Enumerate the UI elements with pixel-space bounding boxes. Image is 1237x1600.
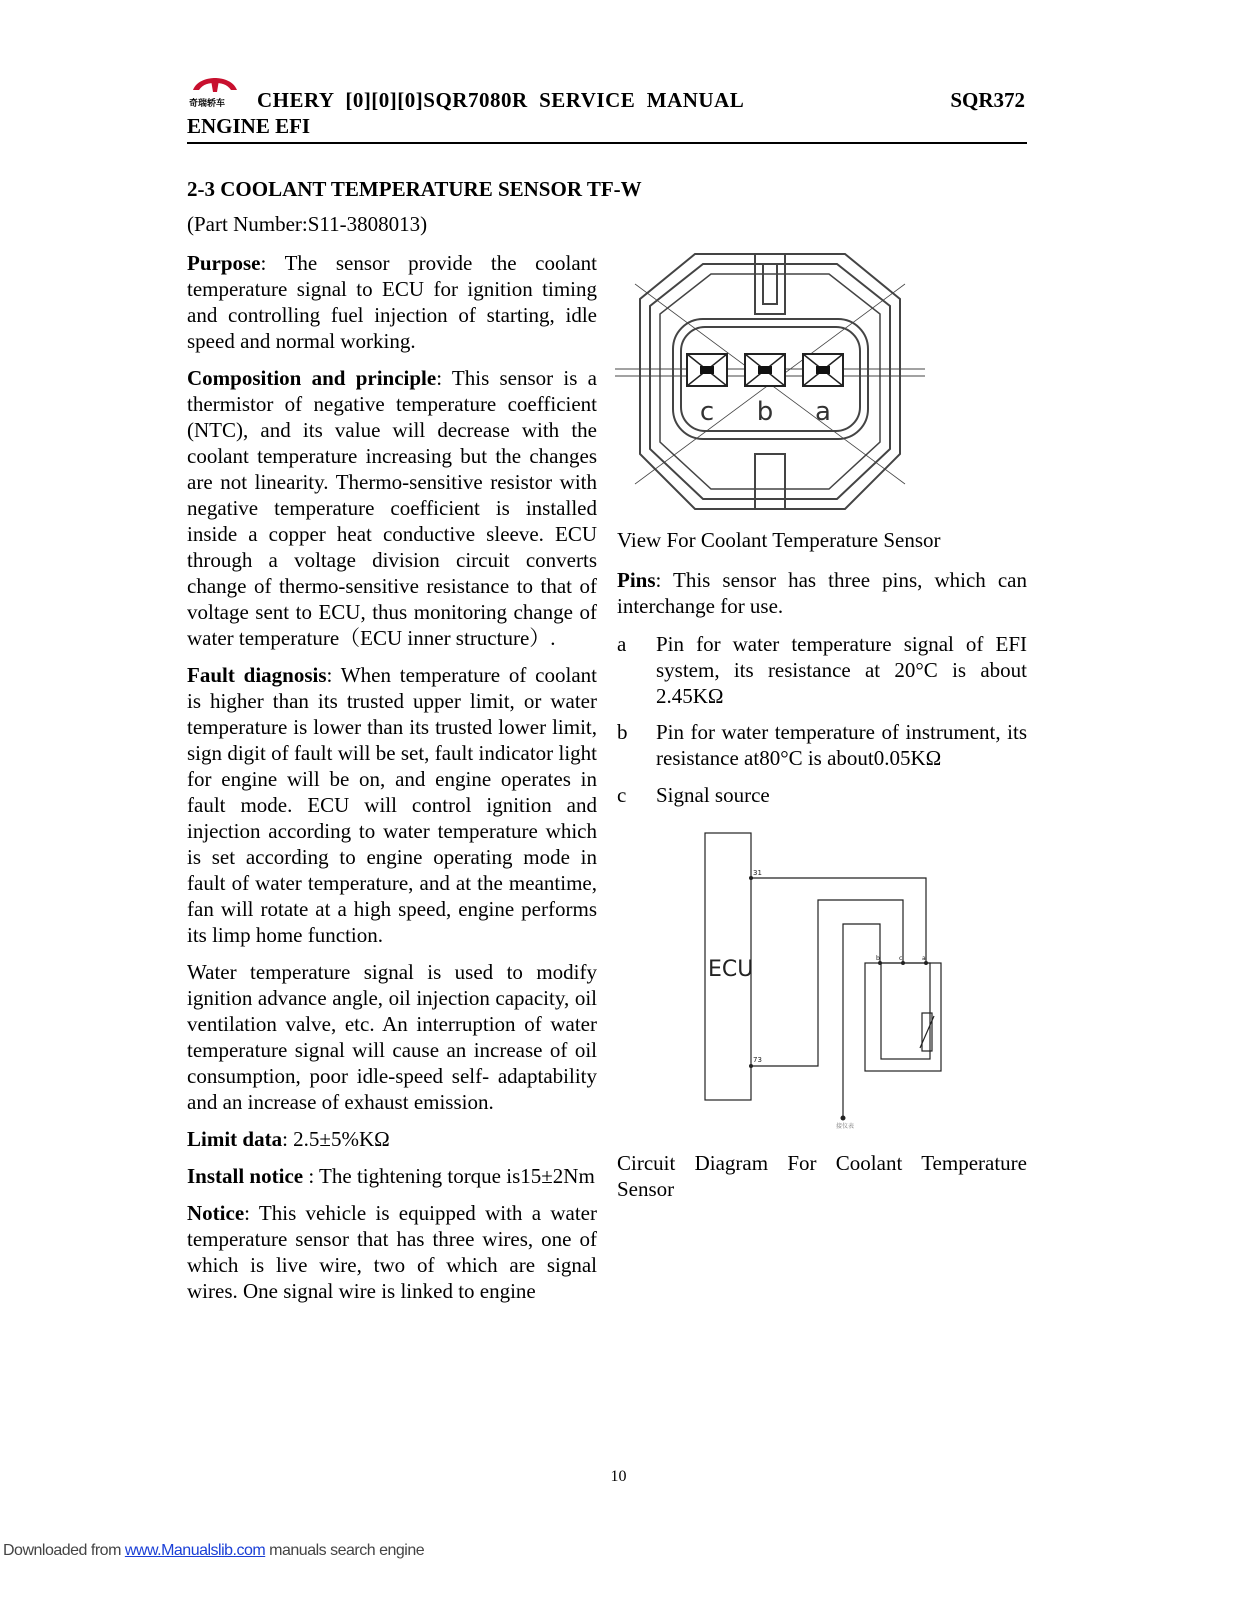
ecu-label: ECU	[708, 957, 754, 982]
notice-paragraph	[187, 1200, 597, 1304]
purpose-paragraph	[187, 250, 597, 354]
manual-subtitle: ENGINE EFI	[187, 114, 311, 138]
pin-label-b: b	[756, 397, 774, 427]
circuit-label-c: c	[899, 955, 903, 962]
circuit-label-b: b	[876, 955, 880, 962]
pin-item-b	[617, 719, 1027, 771]
pin-description: Pin for water temperature signal of EFI system, its resistance at 20°C is about 2.45KΩ	[656, 632, 1027, 708]
manualslib-link[interactable]: www.Manualslib.com	[124, 1542, 266, 1559]
composition-text: : This sensor is a thermistor of negative temperature coefficient (NTC), and its value will decrease with the coolant temperature increasing but the changes are not linearity. Thermo-sensitive resistor with negative temperature coefficient is installed inside a copper heat conductive sleeve. ECU through a voltage division circuit converts change of thermo-sensitive resistance to that of voltage sent to ECU, thus monitoring change of water temperature（ECU inner structure）.	[187, 366, 597, 650]
section-title: 2-3 COOLANT TEMPERATURE SENSOR TF-W	[187, 177, 642, 201]
footer-suffix: manuals search engine	[265, 1542, 425, 1559]
limit-label: Limit data	[187, 1127, 283, 1151]
pin-letter: a	[617, 632, 627, 656]
composition-paragraph	[187, 365, 597, 651]
pin-31-label: 31	[753, 869, 762, 877]
purpose-label: Purpose	[187, 251, 261, 275]
pin-description: Pin for water temperature of instrument, its resistance at80°C is about0.05KΩ	[656, 720, 1027, 770]
composition-label: Composition and principle	[187, 366, 437, 390]
pins-paragraph	[617, 567, 1027, 619]
limit-paragraph	[187, 1126, 597, 1152]
fault-text: : When temperature of coolant is higher than its trusted upper limit, or water temperature is lower than its trusted lower limit, sign digit of fault will be set, fault indicator light for engine will be on, and engine operates in fault mode. ECU will control ignition and injection according to water temperature which is set according to engine operating mode in fault of water temperature, and at the meantime, fan will rotate at a high speed, engine performs its limp home function.	[187, 663, 597, 947]
circuit-diagram	[700, 828, 950, 1133]
ground-label: 接仪表	[836, 1123, 855, 1130]
download-footer	[3, 1542, 424, 1560]
circuit-caption: Circuit Diagram For Coolant Temperature Sensor	[617, 1151, 1027, 1201]
fault-paragraph	[187, 662, 597, 948]
sensor-connector-figure	[615, 244, 925, 519]
page-header	[187, 76, 1027, 144]
manual-title: CHERY [0][0][0]SQR7080R SERVICE MANUAL	[257, 88, 745, 112]
install-label: Install notice	[187, 1164, 304, 1188]
pin-73-label: 73	[753, 1056, 762, 1064]
purpose-text: : The sensor provide the coolant temperature signal to ECU for ignition timing and controlling fuel injection of starting, idle speed and normal working.	[187, 251, 597, 353]
pin-letter: b	[617, 720, 628, 744]
pin-item-c	[617, 782, 1027, 808]
sensor-view-caption: View For Coolant Temperature Sensor	[617, 528, 941, 552]
pins-label: Pins	[617, 568, 656, 592]
pin-label-c: c	[699, 397, 715, 427]
chery-logo	[187, 76, 243, 110]
fault-label: Fault diagnosis	[187, 663, 327, 687]
limit-text: : 2.5±5%KΩ	[282, 1127, 390, 1151]
page-number: 10	[610, 1468, 627, 1485]
pin-item-a	[617, 631, 1027, 709]
part-number: (Part Number:S11-3808013)	[187, 212, 428, 236]
pin-description: Signal source	[656, 783, 770, 807]
footer-prefix: Downloaded from	[3, 1542, 125, 1559]
notice-label: Notice	[187, 1201, 245, 1225]
pin-letter: c	[617, 783, 627, 807]
circuit-label-a: a	[922, 955, 926, 962]
notice-text: : This vehicle is equipped with a water temperature sensor that has three wires, one of which is live wire, two of which are signal wires. One signal wire is linked to engine	[187, 1201, 597, 1303]
pin-label-a: a	[815, 397, 831, 427]
install-paragraph	[187, 1163, 597, 1189]
install-text: : The tightening torque is15±2Nm	[303, 1164, 595, 1188]
pins-text: : This sensor has three pins, which can interchange for use.	[617, 568, 1027, 618]
engine-code: SQR372	[950, 88, 1025, 112]
water-paragraph: Water temperature signal is used to modify ignition advance angle, oil injection capacity, oil ventilation valve, etc. An interruption of water temperature signal will cause an increase of oil consumption, poor idle-speed self- adaptability and an increase of exhaust emission.	[187, 960, 597, 1114]
svg-text:奇瑞轿车: 奇瑞轿车	[189, 99, 226, 109]
left-column	[187, 250, 597, 1315]
